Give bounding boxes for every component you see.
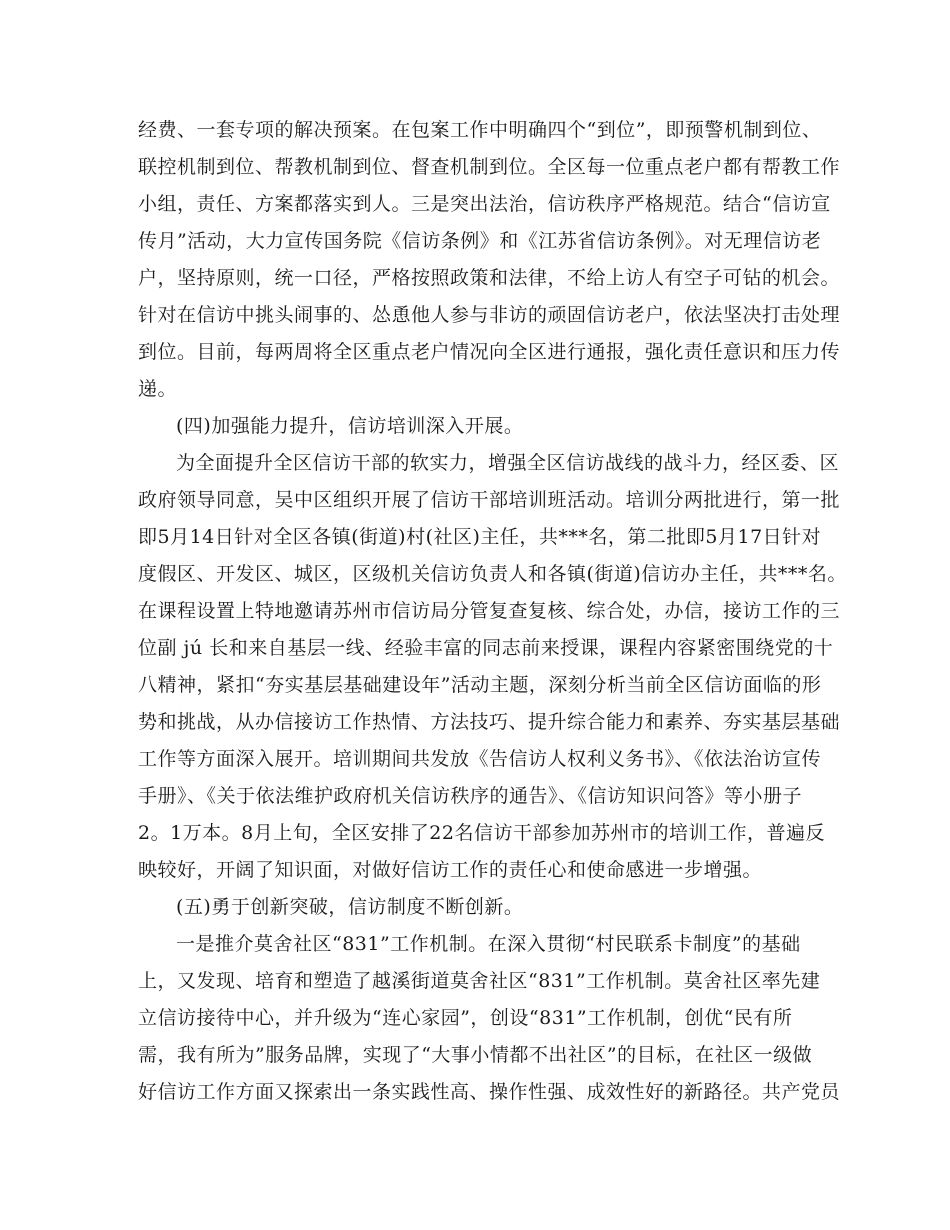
text-line: 户，坚持原则，统一口径，严格按照政策和法律，不给上访人有空子可钻的机会。 — [138, 267, 841, 289]
text-line: 势和挑战，从办信接访工作热情、方法技巧、提升综合能力和素养、夯实基层基础 — [138, 711, 841, 733]
text-line: 传月”活动，大力宣传国务院《信访条例》和《江苏省信访条例》。对无理信访老 — [138, 230, 822, 252]
text-line: 八精神，紧扣“夯实基层基础建设年”活动主题，深刻分析当前全区信访面临的形 — [138, 674, 822, 696]
text-line: 联控机制到位、帮教机制到位、督查机制到位。全区每一位重点老户都有帮教工作 — [138, 156, 841, 178]
text-line: 度假区、开发区、城区，区级机关信访负责人和各镇(街道)信访办主任，共***名。 — [138, 563, 847, 585]
text-line: 针对在信访中挑头闹事的、怂恿他人参与非访的顽固信访老户，依法坚决打击处理 — [138, 304, 841, 326]
text-line: 递。 — [138, 378, 178, 400]
paragraph-training — [138, 445, 847, 889]
text-line: 位副 jú 长和来自基层一线、经验丰富的同志前来授课，课程内容紧密围绕党的十 — [138, 637, 834, 659]
text-line: 映较好，开阔了知识面，对做好信访工作的责任心和使命感进一步增强。 — [138, 859, 763, 881]
paragraph-innovation — [138, 926, 841, 1111]
text-line: 工作等方面深入展开。培训期间共发放《告信访人权利义务书》、《依法治访宣传 — [138, 748, 822, 770]
text-line: 立信访接待中心，并升级为“连心家园”，创设“831”工作机制，创优“民有所 — [138, 1007, 793, 1029]
section-heading-4: (四)加强能力提升，信访培训深入开展。 — [176, 415, 524, 437]
text-line: 上，又发现、培育和塑造了越溪街道莫舍社区“831”工作机制。莫舍社区率先建 — [138, 970, 821, 992]
text-line: 小组，责任、方案都落实到人。三是突出法治，信访秩序严格规范。结合“信访宣 — [138, 193, 831, 215]
text-line: 手册》、《关于依法维护政府机关信访秩序的通告》、《信访知识问答》等小册子 — [138, 785, 803, 807]
text-line: 政府领导同意，吴中区组织开展了信访干部培训班活动。培训分两批进行，第一批 — [138, 489, 841, 511]
text-line: 为全面提升全区信访干部的软实力，增强全区信访战线的战斗力，经区委、区 — [176, 452, 840, 474]
text-line: 到位。目前，每两周将全区重点老户情况向全区进行通报，强化责任意识和压力传 — [138, 341, 841, 363]
text-line: 2。1万本。8月上旬，全区安排了22名信访干部参加苏州市的培训工作，普遍反 — [138, 822, 825, 844]
text-line: 需，我有所为”服务品牌，实现了“大事小情都不出社区”的目标，在社区一级做 — [138, 1044, 813, 1066]
paragraph-continuation — [138, 112, 841, 408]
text-line: 在课程设置上特地邀请苏州市信访局分管复查复核、综合处，办信，接访工作的三 — [138, 600, 841, 622]
section-heading-5: (五)勇于创新突破，信访制度不断创新。 — [176, 896, 524, 918]
text-line: 一是推介莫舍社区“831”工作机制。在深入贯彻“村民联系卡制度”的基础 — [176, 933, 801, 955]
text-line: 经费、一套专项的解决预案。在包案工作中明确四个“到位”，即预警机制到位、 — [138, 119, 822, 141]
document-body — [138, 112, 847, 1111]
text-line: 好信访工作方面又探索出一条实践性高、操作性强、成效性好的新路径。共产党员 — [138, 1081, 841, 1103]
text-line: 即5月14日针对全区各镇(街道)村(社区)主任，共***名，第二批即5月17日针对 — [138, 526, 822, 548]
